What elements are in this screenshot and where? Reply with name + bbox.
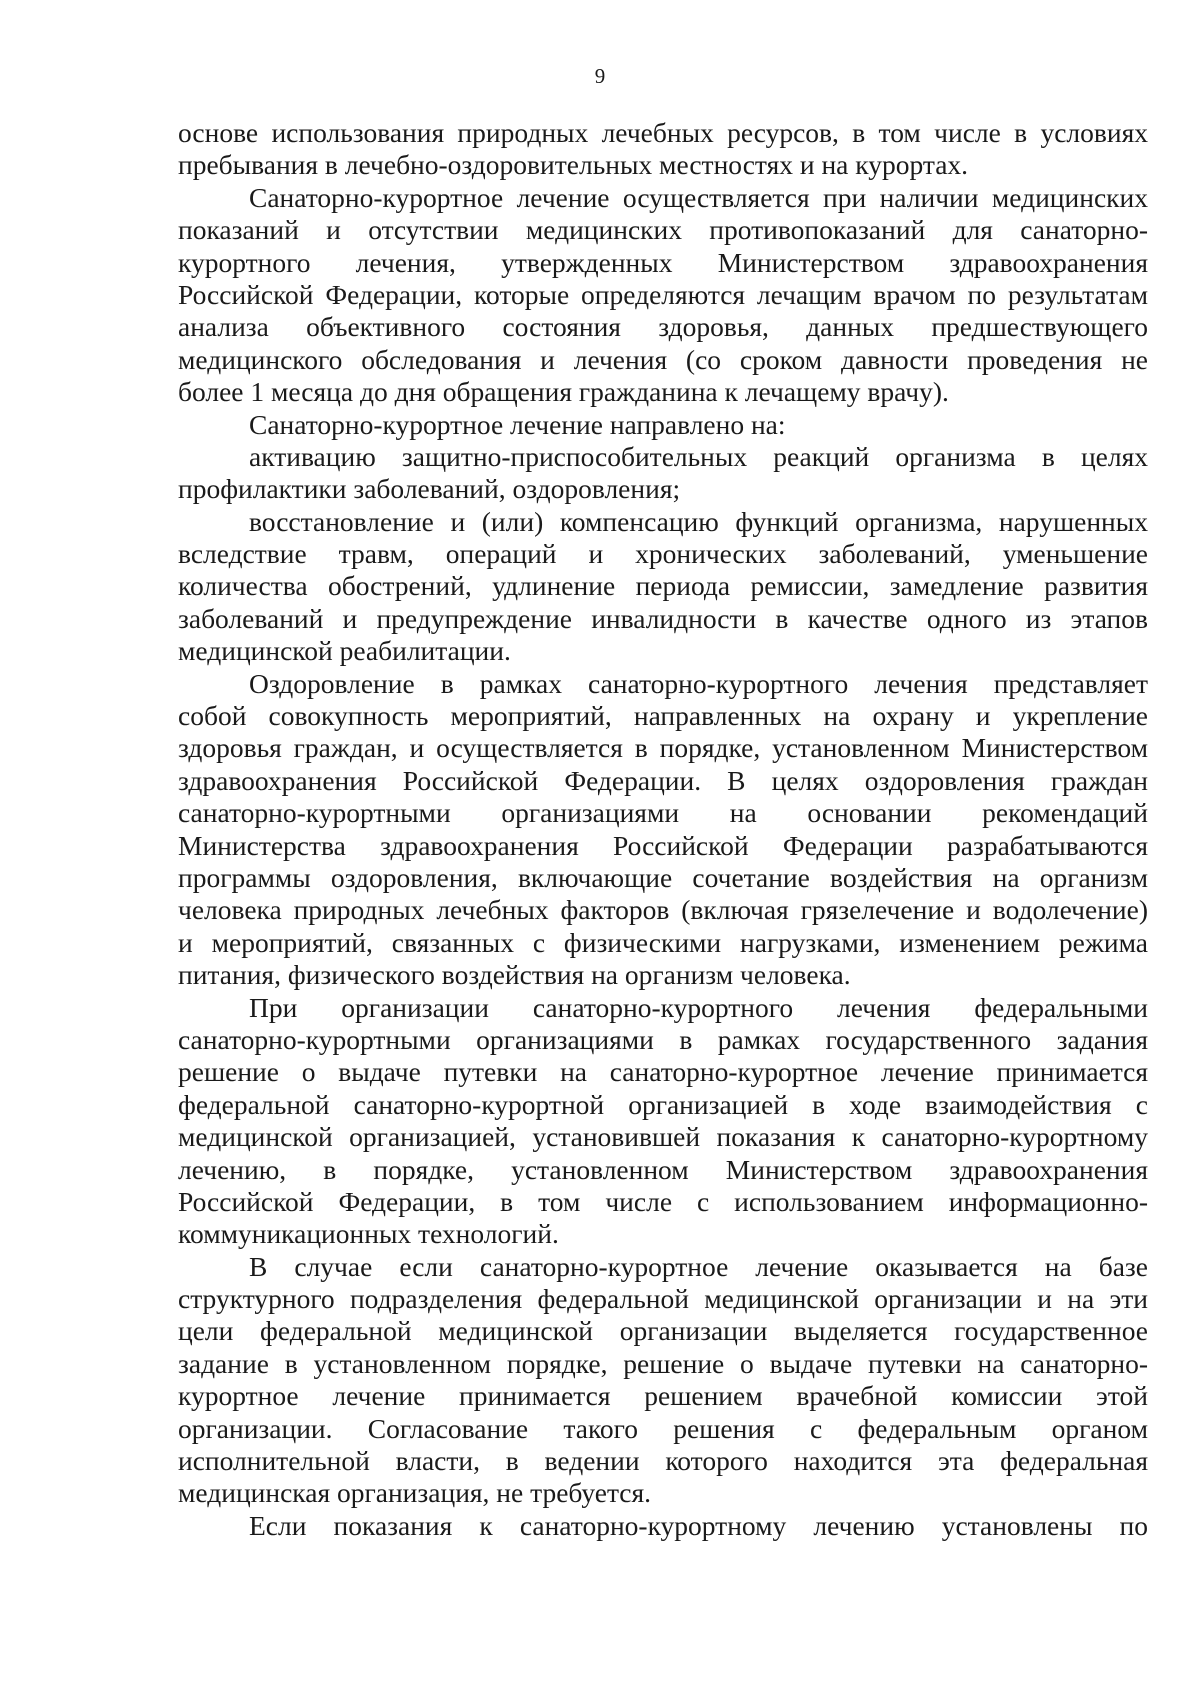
- text-line: и мероприятий, связанных с физическими нагрузками, изменением режима: [178, 926, 1148, 958]
- text-line: цели федеральной медицинской организации выделяется государственное: [178, 1315, 1148, 1347]
- text-line: организации. Согласование такого решения с федеральным органом: [178, 1412, 1148, 1444]
- text-line: Министерства здравоохранения Российской Федерации разрабатываются: [178, 829, 1148, 861]
- text-line: В случае если санаторно-курортное лечение оказывается на базе: [249, 1250, 1148, 1282]
- text-line: заболеваний и предупреждение инвалидности в качестве одного из этапов: [178, 602, 1148, 634]
- text-line: питания, физического воздействия на организм человека.: [178, 959, 851, 991]
- text-line: медицинская организация, не требуется.: [178, 1477, 652, 1509]
- text-line: Если показания к санаторно-курортному лечению установлены по: [249, 1509, 1148, 1541]
- text-line: основе использования природных лечебных ресурсов, в том числе в условиях: [178, 117, 1148, 148]
- text-line: санаторно-курортными организациями в рамках государственного задания: [178, 1023, 1148, 1055]
- text-line: курортное лечение принимается решением врачебной комиссии этой: [178, 1380, 1148, 1412]
- text-line: Российской Федерации, которые определяются лечащим врачом по результатам: [178, 278, 1148, 310]
- text-line: более 1 месяца до дня обращения гражданина к лечащему врачу).: [178, 376, 949, 408]
- text-line: При организации санаторно-курортного лечения федеральными: [249, 991, 1148, 1023]
- text-line: анализа объективного состояния здоровья, данных предшествующего: [178, 311, 1148, 343]
- text-line: лечению, в порядке, установленном Министерством здравоохранения: [178, 1153, 1148, 1185]
- text-line: человека природных лечебных факторов (включая грязелечение и водолечение): [178, 894, 1148, 926]
- text-line: коммуникационных технологий.: [178, 1218, 559, 1250]
- text-line: количества обострений, удлинение периода ремиссии, замедление развития: [178, 570, 1148, 602]
- document-body: [178, 117, 1148, 1542]
- text-line: медицинского обследования и лечения (со сроком давности проведения не: [178, 343, 1148, 375]
- text-line: Оздоровление в рамках санаторно-курортного лечения представляет: [249, 667, 1148, 699]
- text-line: здоровья граждан, и осуществляется в порядке, установленном Министерством: [178, 732, 1148, 764]
- text-line: исполнительной власти, в ведении которого находится эта федеральная: [178, 1445, 1148, 1477]
- text-line: программы оздоровления, включающие сочетание воздействия на организм: [178, 861, 1148, 893]
- text-line: санаторно-курортными организациями на основании рекомендаций: [178, 797, 1148, 829]
- text-line: вследствие травм, операций и хронических заболеваний, уменьшение: [178, 538, 1148, 570]
- text-line: активацию защитно-приспособительных реакций организма в целях: [249, 440, 1148, 472]
- text-line: Российской Федерации, в том числе с использованием информационно-: [178, 1185, 1148, 1217]
- text-line: профилактики заболеваний, оздоровления;: [178, 473, 681, 505]
- text-line: задание в установленном порядке, решение о выдаче путевки на санаторно-: [178, 1347, 1148, 1379]
- page-number: 9: [594, 64, 606, 88]
- text-line: структурного подразделения федеральной медицинской организации и на эти: [178, 1283, 1148, 1315]
- text-line: курортного лечения, утвержденных Министерством здравоохранения: [178, 246, 1148, 278]
- text-line: медицинской организацией, установившей показания к санаторно-курортному: [178, 1121, 1148, 1153]
- text-line: решение о выдаче путевки на санаторно-курортное лечение принимается: [178, 1056, 1148, 1088]
- text-line: собой совокупность мероприятий, направленных на охрану и укрепление: [178, 700, 1148, 732]
- text-line: Санаторно-курортное лечение направлено на:: [249, 408, 786, 440]
- text-line: восстановление и (или) компенсацию функций организма, нарушенных: [249, 505, 1148, 537]
- text-line: медицинской реабилитации.: [178, 635, 511, 667]
- text-line: пребывания в лечебно-оздоровительных местностях и на курортах.: [178, 149, 969, 181]
- text-line: здравоохранения Российской Федерации. В целях оздоровления граждан: [178, 764, 1148, 796]
- text-line: Санаторно-курортное лечение осуществляется при наличии медицинских: [249, 181, 1148, 213]
- text-line: показаний и отсутствии медицинских противопоказаний для санаторно-: [178, 214, 1148, 246]
- text-line: федеральной санаторно-курортной организацией в ходе взаимодействия с: [178, 1088, 1148, 1120]
